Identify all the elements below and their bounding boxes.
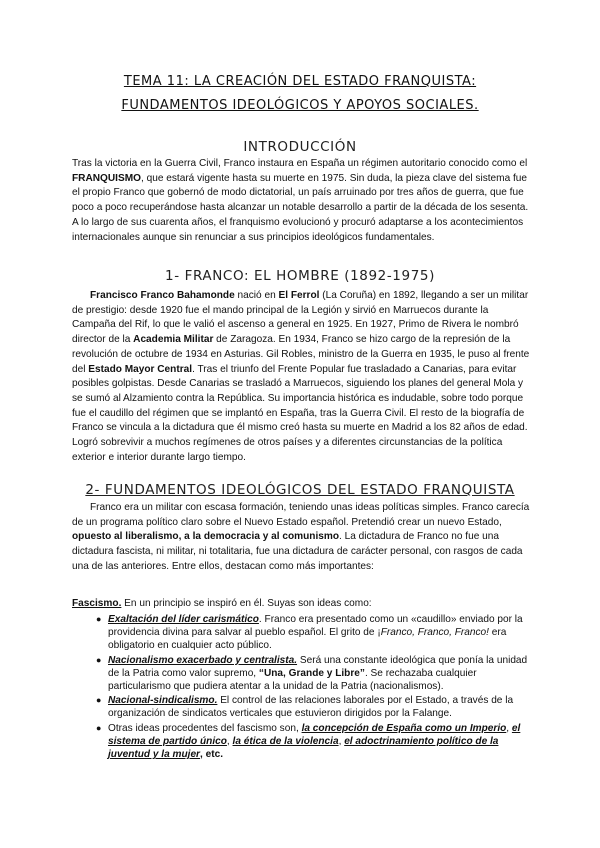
item-1-bold: Exaltación del líder carismático: [108, 614, 259, 625]
s2-text-2: . La dictadura de Franco no fue una dictadura fascista, ni militar, ni totalitaria, fue una dictadura de carácter personal, con rasgos de cada una de las anteriores. Entre ellos, destacan como más importantes:: [72, 531, 523, 572]
item-4-end: , etc.: [200, 749, 224, 761]
item-2-bold-2: “Una, Grande y Libre”: [258, 667, 365, 679]
intro-bold-franquismo: FRANQUISMO: [72, 172, 141, 184]
item-2-bold: Nacionalismo exacerbado y centralista.: [108, 654, 298, 666]
bullet-icon: ●: [96, 695, 102, 706]
section-2-heading: 2- FUNDAMENTOS IDEOLÓGICOS DEL ESTADO FRANQUISTA: [85, 482, 515, 498]
bullet-icon: ●: [96, 654, 102, 665]
document-title-line-2: FUNDAMENTOS IDEOLÓGICOS Y APOYOS SOCIALES.: [121, 98, 479, 113]
item-4-sep-1: ,: [506, 722, 512, 734]
intro-text-1: Tras la victoria en la Guerra Civil, Franco instaura en España un régimen autoritario conocido como el: [72, 158, 528, 169]
item-2-text: Será una constante ideológica que ponía la unidad de la Patria como valor supremo,: [108, 654, 528, 679]
item-2-text-2: . Se rechazaba cualquier particularismo que pudiera atentar a la unidad de la Patria (nacionalismos).: [108, 667, 477, 693]
s1-bold-academia: Academia Militar: [133, 334, 214, 346]
bullet-icon: ●: [96, 614, 102, 624]
item-3-bold: Nacional-sindicalismo.: [108, 695, 218, 707]
fascismo-lead: [72, 598, 372, 609]
s1-text-1: nació en: [234, 290, 279, 301]
item-4-bold-2: el sistema de partido único: [108, 722, 521, 747]
list-item-sindicalismo: [98, 694, 538, 720]
intro-text-2: , que estará vigente hasta su muerte en 1975. Sin duda, la pieza clave del sistema fue el propio Franco que gobernó de modo dictatorial, un país arruinado por tres años de guerra, que fue poco a poco recuperándose hasta alcanzar un notable desarrollo a partir de la década de los sesenta. A lo largo de sus cuarenta años, el franquismo evolucionó y procuró adaptarse a los acontecimientos internacionales aunque sin renunciar a sus principios ideológicos fundamentales.: [72, 172, 529, 243]
item-4-sep-3: ,: [338, 735, 345, 747]
section-1-heading: 1- FRANCO: EL HOMBRE (1892-1975): [165, 268, 435, 284]
intro-paragraph: [72, 157, 532, 245]
fascismo-intro-text: En un principio se inspiró en él. Suyas son ideas como:: [121, 598, 372, 609]
document-title-line-1: TEMA 11: LA CREACIÓN DEL ESTADO FRANQUISTA:: [123, 74, 477, 89]
s1-text-2: (La Coruña) en 1892, llegando a ser un militar de prestigio: desde 1920 fue el mando principal de la Legión y sirvió en Marruecos durante la Campaña del Rif, lo que le valió el ascenso a general en 1925. En 1927, Primo de Rivera le nombró director de la: [72, 290, 529, 346]
s1-bold-name: Francisco Franco Bahamonde: [90, 290, 235, 301]
s2-text-1: Franco era un militar con escasa formación, teniendo unas ideas políticas simples. Franco carecía de un programa político claro sobre el Nuevo Estado español. Pretendió crear un nuevo Estado,: [72, 502, 530, 528]
section-2-paragraph: [72, 501, 532, 575]
item-4-bold-1: la concepción de España como un Imperio: [301, 722, 507, 734]
item-4-text: Otras ideas procedentes del fascismo son,: [108, 722, 302, 734]
item-1-text: . Franco era presentado como un «caudillo» enviado por la providencia divina para salvar al pueblo español. El grito de ¡: [108, 614, 523, 639]
fascismo-list: [98, 613, 538, 762]
fascismo-label: Fascismo.: [72, 598, 122, 609]
item-4-bold-4: el adoctrinamiento político de la juventud y la mujer: [108, 735, 499, 761]
s1-text-3: de Zaragoza. En 1934, Franco se hizo cargo de la represión de la revolución de octubre de 1934 en Asturias. Gil Robles, ministro de la Guerra en 1935, le puso al frente del: [72, 334, 530, 375]
list-item-nacionalismo: [98, 654, 538, 694]
s2-bold-opuesto: opuesto al liberalismo, a la democracia y al comunismo: [72, 531, 340, 543]
item-4-bold-3: la ética de la violencia: [232, 735, 339, 747]
item-3-text: El control de las relaciones laborales por el Estado, a través de la organización de sindicatos verticales que estuvieron dirigidos por la Falange.: [108, 695, 514, 720]
s1-bold-ferrol: El Ferrol: [278, 290, 320, 301]
item-1-italic: Franco, Franco, Franco!: [380, 627, 489, 639]
s1-bold-estado-mayor: Estado Mayor Central: [88, 363, 193, 375]
s1-text-4: . Tras el triunfo del Frente Popular fue trasladado a Canarias, para evitar posibles golpistas. Desde Canarias se trasladó a Marruecos, siguiendo los planes del general Mola y se sumó al Alzamiento contra la República. Su importancia histórica es indudable, sobre todo porque fue el caudillo del régimen que se implantó en España, tras la Guerra Civil. El resto de la biografía de Franco se vincula a la dictadura que él mismo creó hasta su muerte en Madrid a los 82 años de edad. Logró sobrevivir a muchos regímenes de otros países y a diferentes circunstancias de la política exterior e interior durante largo tiempo.: [72, 363, 528, 463]
item-1-text-2: era obligatorio en cualquier acto público.: [108, 627, 507, 652]
item-4-sep-2: ,: [226, 735, 233, 747]
list-item-lider: [98, 613, 538, 653]
bullet-icon: ●: [96, 722, 102, 733]
section-1-paragraph: [72, 289, 532, 465]
list-item-otras-ideas: [98, 722, 538, 762]
intro-heading: INTRODUCCIÓN: [243, 139, 357, 155]
